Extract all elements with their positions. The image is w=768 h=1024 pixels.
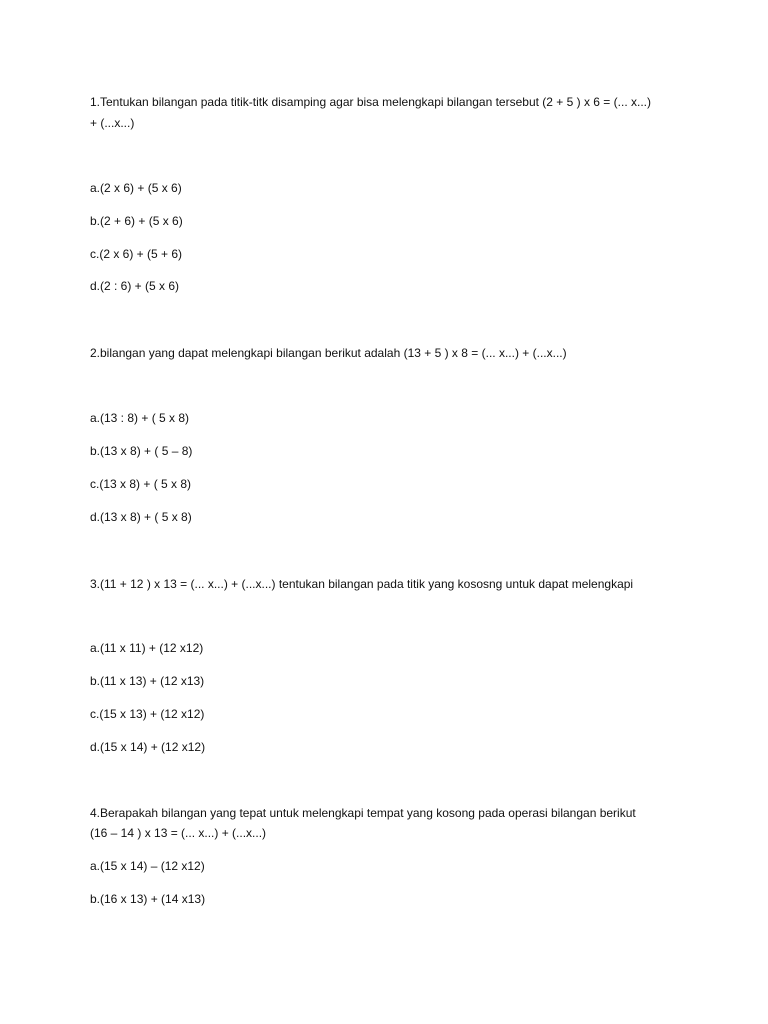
question-1-option-c: c.(2 x 6) + (5 + 6) xyxy=(90,247,183,261)
question-3-option-a: a.(11 x 11) + (12 x12) xyxy=(90,641,204,655)
question-2-option-b: b.(13 x 8) + ( 5 – 8) xyxy=(90,444,193,458)
question-1-option-b: b.(2 + 6) + (5 x 6) xyxy=(90,214,183,228)
question-2-line-1: 2.bilangan yang dapat melengkapi bilangan berikut adalah (13 + 5 ) x 8 = (... x...) + (...x...) xyxy=(90,346,567,360)
question-1-option-a: a.(2 x 6) + (5 x 6) xyxy=(90,181,182,195)
question-2-option-d: d.(13 x 8) + ( 5 x 8) xyxy=(90,510,192,524)
question-4-option-a: a.(15 x 14) – (12 x12) xyxy=(90,859,205,873)
question-3-option-c: c.(15 x 13) + (12 x12) xyxy=(90,707,205,721)
question-4-line-2: (16 – 14 ) x 13 = (... x...) + (...x...) xyxy=(90,826,267,840)
question-2-option-a: a.(13 : 8) + ( 5 x 8) xyxy=(90,411,190,425)
question-3-option-d: d.(15 x 14) + (12 x12) xyxy=(90,740,206,754)
question-1-line-2: + (...x...) xyxy=(90,116,135,130)
question-2-option-c: c.(13 x 8) + ( 5 x 8) xyxy=(90,477,192,491)
question-4-line-1: 4.Berapakah bilangan yang tepat untuk melengkapi tempat yang kosong pada operasi bilangan berikut xyxy=(90,806,636,820)
question-1-option-d: d.(2 : 6) + (5 x 6) xyxy=(90,279,180,293)
question-3-line-1: 3.(11 + 12 ) x 13 = (... x...) + (...x...) tentukan bilangan pada titik yang kososng untuk dapat melengkapi xyxy=(90,577,634,591)
question-4-option-b: b.(16 x 13) + (14 x13) xyxy=(90,892,206,906)
question-3-option-b: b.(11 x 13) + (12 x13) xyxy=(90,674,205,688)
question-1-line-1: 1.Tentukan bilangan pada titik-titk disamping agar bisa melengkapi bilangan tersebut (2 + 5 ) x 6 = (... x...) xyxy=(90,95,651,109)
